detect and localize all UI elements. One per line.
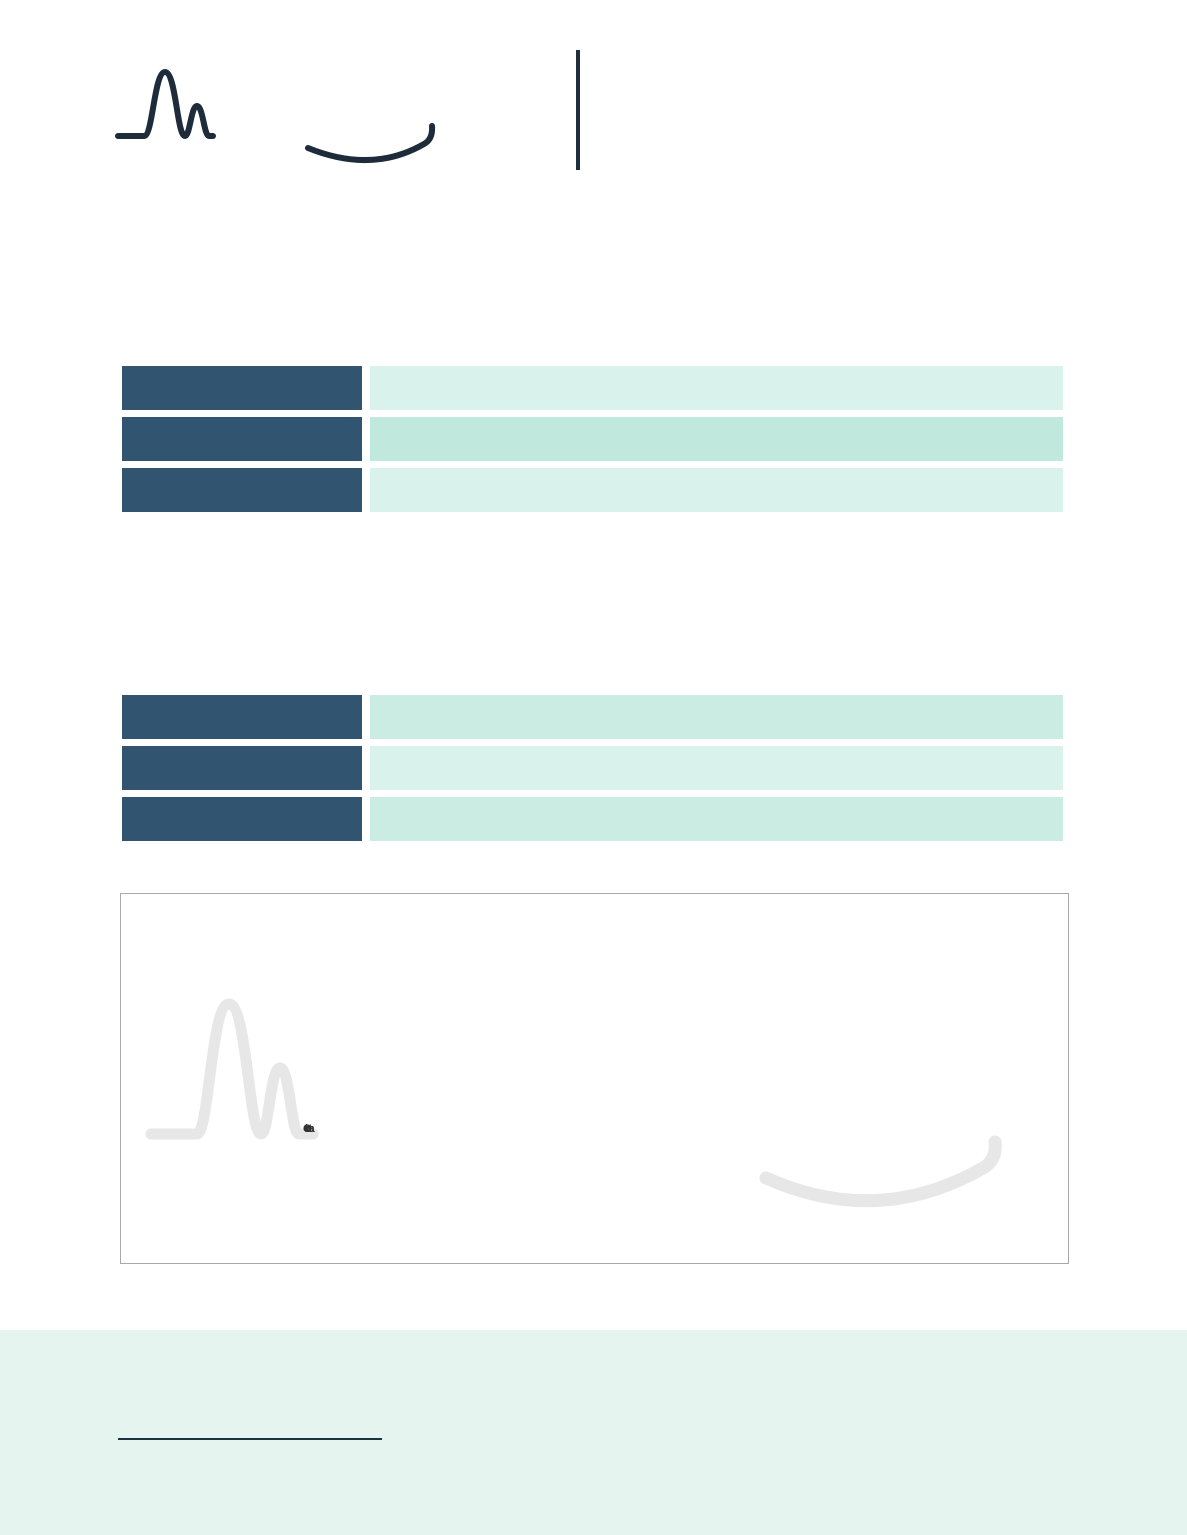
table-row <box>122 468 1063 512</box>
appearance-value <box>370 468 1063 512</box>
table-row <box>122 797 1063 841</box>
appearance-label <box>122 468 362 512</box>
results-table <box>122 695 1063 848</box>
table-row <box>122 746 1063 790</box>
identity-value <box>370 695 1063 739</box>
product-label <box>122 366 362 410</box>
chromate-logo <box>110 48 490 172</box>
product-table <box>122 366 1063 519</box>
table-row <box>122 366 1063 410</box>
identity-label <box>122 695 362 739</box>
logo-smile-icon <box>308 126 432 160</box>
heavy-metals-value <box>370 797 1063 841</box>
footer-band <box>0 1330 1187 1535</box>
purity-label <box>122 746 362 790</box>
batch-label <box>122 417 362 461</box>
logo-peak-icon <box>118 72 213 136</box>
batch-value <box>370 417 1063 461</box>
purity-value <box>370 746 1063 790</box>
title-divider <box>576 50 580 170</box>
signature-line <box>118 1438 382 1440</box>
heavy-metals-label <box>122 797 362 841</box>
svg-text:Chromate: Chromate <box>303 1123 307 1135</box>
table-row <box>122 417 1063 461</box>
chromatogram-card <box>120 893 1069 1264</box>
watermark-logo <box>151 1004 995 1201</box>
product-value <box>370 366 1063 410</box>
chromatogram-chart <box>121 894 1068 1263</box>
table-row <box>122 695 1063 739</box>
qr-code <box>947 1380 1067 1500</box>
